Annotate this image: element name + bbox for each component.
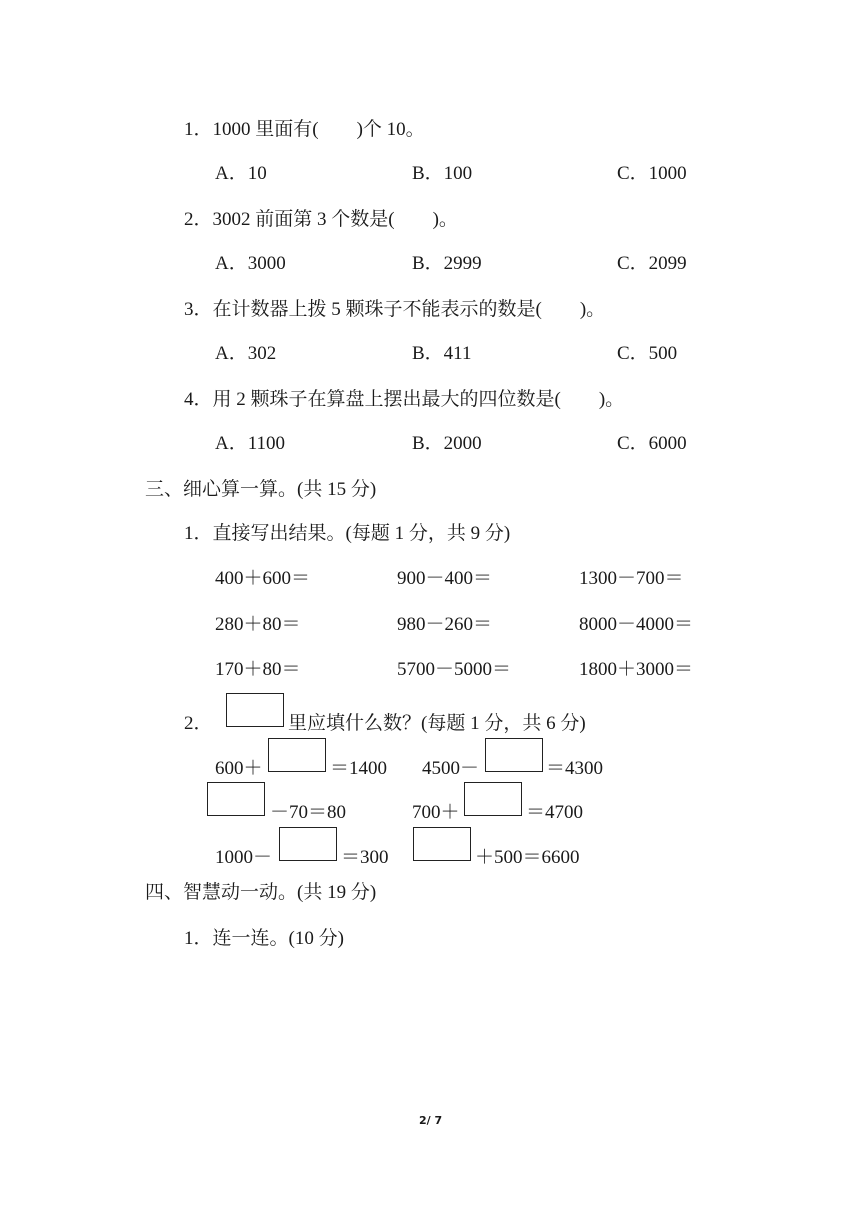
calc-r3-c2: 5700－5000＝ <box>397 659 512 680</box>
calc-r1-c2: 900－400＝ <box>397 568 493 589</box>
fill-4-before: 700＋ <box>412 802 460 823</box>
fill-1-after: ＝1400 <box>330 758 388 779</box>
question-1-option-b: B．100 <box>412 163 473 184</box>
fill-5-after: ＝300 <box>341 847 389 868</box>
fill-6-answer-box[interactable] <box>413 827 471 861</box>
section-4-q1-stem: 1．连一连。(10 分) <box>184 928 344 949</box>
calc-r3-c3: 1800＋3000＝ <box>579 659 694 680</box>
question-4-option-a: A．1100 <box>215 433 286 454</box>
fill-1-before: 600＋ <box>215 758 263 779</box>
section-3-q2-stem: 里应填什么数？(每题 1 分，共 6 分) <box>288 713 586 734</box>
section-3-title: 三、细心算一算。(共 15 分) <box>145 479 377 500</box>
fill-3-after: －70＝80 <box>270 802 347 823</box>
calc-r1-c3: 1300－700＝ <box>579 568 684 589</box>
section-4-title: 四、智慧动一动。(共 19 分) <box>145 882 377 903</box>
calc-r2-c1: 280＋80＝ <box>215 614 301 635</box>
question-3-option-b: B．411 <box>412 343 472 364</box>
fill-3-answer-box[interactable] <box>207 782 265 816</box>
page-number: 2/ 7 <box>419 1114 443 1127</box>
fill-2-before: 4500－ <box>422 758 480 779</box>
question-3-option-a: A．302 <box>215 343 277 364</box>
calc-r2-c3: 8000－4000＝ <box>579 614 694 635</box>
question-1-option-a: A．10 <box>215 163 267 184</box>
calc-r1-c1: 400＋600＝ <box>215 568 311 589</box>
fill-2-after: ＝4300 <box>546 758 604 779</box>
fill-4-after: ＝4700 <box>526 802 584 823</box>
answer-box-legend <box>226 693 284 727</box>
question-2-option-c: C．2099 <box>617 253 687 274</box>
fill-2-answer-box[interactable] <box>485 738 543 772</box>
fill-6-after: ＋500＝6600 <box>475 847 580 868</box>
question-4-option-b: B．2000 <box>412 433 482 454</box>
question-2-option-a: A．3000 <box>215 253 286 274</box>
question-2-stem: 2．3002 前面第 3 个数是( )。 <box>184 209 458 230</box>
question-1-option-c: C．1000 <box>617 163 687 184</box>
fill-5-before: 1000－ <box>215 847 273 868</box>
question-3-stem: 3．在计数器上拨 5 颗珠子不能表示的数是( )。 <box>184 299 606 320</box>
calc-r2-c2: 980－260＝ <box>397 614 493 635</box>
question-4-option-c: C．6000 <box>617 433 687 454</box>
fill-5-answer-box[interactable] <box>279 827 337 861</box>
section-3-q1-stem: 1．直接写出结果。(每题 1 分，共 9 分) <box>184 523 511 544</box>
fill-1-answer-box[interactable] <box>268 738 326 772</box>
fill-4-answer-box[interactable] <box>464 782 522 816</box>
question-1-stem: 1．1000 里面有( )个 10。 <box>184 119 425 140</box>
question-4-stem: 4．用 2 颗珠子在算盘上摆出最大的四位数是( )。 <box>184 389 625 410</box>
question-3-option-c: C．500 <box>617 343 678 364</box>
section-3-q2-number: 2． <box>184 713 213 734</box>
question-2-option-b: B．2999 <box>412 253 482 274</box>
calc-r3-c1: 170＋80＝ <box>215 659 301 680</box>
